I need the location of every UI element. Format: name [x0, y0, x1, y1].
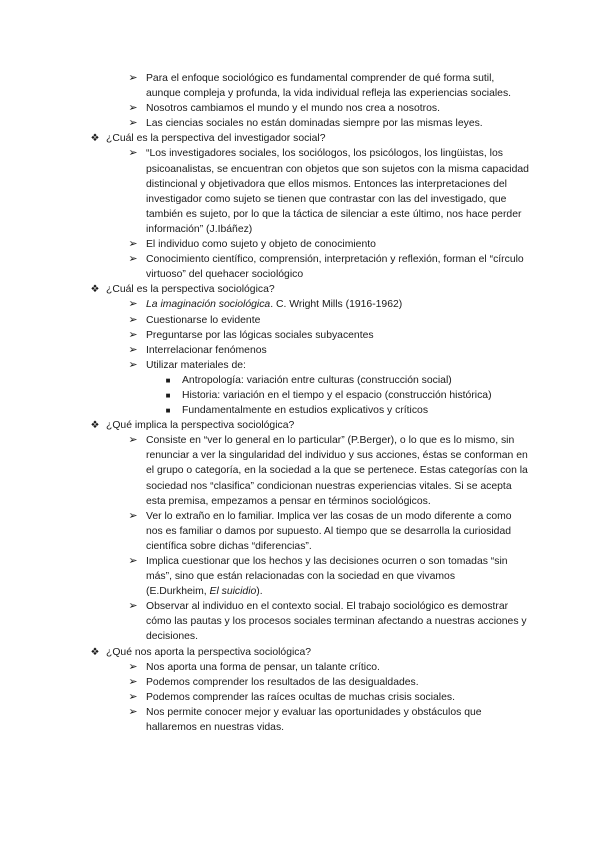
bullet-text: Podemos comprender las raíces ocultas de muchas crisis sociales.	[146, 691, 455, 703]
bullet-text: Interrelacionar fenómenos	[146, 344, 267, 356]
bullet-text: Cuestionarse lo evidente	[146, 314, 261, 326]
diamond-bullet-icon: ❖	[90, 646, 100, 658]
section-heading	[0, 282, 526, 297]
heading-text: ¿Qué nos aporta la perspectiva sociológica?	[106, 646, 312, 658]
arrow-bullet-icon: ➢	[128, 147, 138, 160]
arrow-bullet-icon: ➢	[128, 660, 138, 673]
bullet-text: Las ciencias sociales no están dominadas siempre por las mismas leyes.	[146, 118, 483, 130]
sub-bullet-text: Fundamentalmente en estudios explicativos y críticos	[182, 405, 429, 417]
sub-bullet-text: Historia: variación en el tiempo y el espacio (construcción histórica)	[182, 389, 492, 401]
bullet-text	[146, 297, 531, 312]
arrow-bullet-icon: ➢	[128, 298, 138, 311]
arrow-bullet-icon: ➢	[128, 102, 138, 115]
bullet-text: Nosotros cambiamos el mundo y el mundo nos crea a nosotros.	[146, 103, 440, 115]
citation-prefix: (E.Durkheim,	[146, 586, 210, 598]
arrow-bullet-icon: ➢	[128, 117, 138, 130]
bullet-item	[0, 554, 531, 584]
section-heading	[0, 645, 526, 660]
arrow-bullet-icon: ➢	[128, 358, 138, 371]
sub-bullet-item	[0, 388, 532, 403]
arrow-bullet-icon: ➢	[128, 313, 138, 326]
bullet-item	[0, 71, 531, 101]
bullet-text: Utilizar materiales de:	[146, 359, 246, 371]
bullet-item	[0, 313, 531, 328]
bullet-text: El individuo como sujeto y objeto de conocimiento	[146, 239, 376, 251]
sub-bullet-item	[0, 373, 532, 388]
section-heading	[0, 131, 526, 146]
square-bullet-icon: ■	[165, 390, 171, 400]
heading-text: ¿Cuál es la perspectiva del investigador social?	[106, 133, 326, 145]
heading-text: ¿Qué implica la perspectiva sociológica?	[106, 420, 295, 432]
bullet-text: Nos permite conocer mejor y evaluar las oportunidades y obstáculos que hallaremos en nuestras vidas.	[146, 706, 482, 734]
bullet-text: Observar al individuo en el contexto social. El trabajo sociológico es demostrar cómo las pautas y los procesos sociales terminan afectando a nuestras acciones y decisiones.	[146, 601, 527, 643]
bullet-text: Conocimiento científico, comprensión, interpretación y reflexión, forman el “círculo virtuoso” del quehacer sociológico	[146, 254, 524, 281]
heading-text: ¿Cuál es la perspectiva sociológica?	[106, 284, 275, 296]
bullet-text: Podemos comprender los resultados de las desigualdades.	[146, 676, 419, 688]
bullet-text: Nos aporta una forma de pensar, un talante crítico.	[146, 661, 380, 673]
bullet-item	[0, 660, 531, 675]
bullet-text: Consiste en “ver lo general en lo particular” (P.Berger), o lo que es lo mismo, sin renunciar a ver la singularidad del individuo y sus acciones, éstas se conforman en el grupo o categoría, en la sociedad a la que se pertenece. Estas categorías con la sociedad nos “clasifica” condicionan nuestras experiencias vitales. Si se acepta esta premisa, empezamos a pensar en términos sociológicos.	[146, 435, 528, 507]
sub-bullet-text: Antropología: variación entre culturas (construcción social)	[182, 374, 452, 386]
bullet-item	[0, 237, 531, 252]
diamond-bullet-icon: ❖	[90, 133, 100, 145]
arrow-bullet-icon: ➢	[128, 434, 138, 447]
arrow-bullet-icon: ➢	[128, 675, 138, 688]
arrow-bullet-icon: ➢	[128, 555, 138, 567]
bullet-item	[0, 675, 531, 690]
arrow-bullet-icon: ➢	[128, 600, 138, 613]
arrow-bullet-icon: ➢	[128, 253, 138, 266]
bullet-item	[0, 252, 531, 282]
bullet-item	[0, 146, 531, 237]
arrow-bullet-icon: ➢	[128, 509, 138, 522]
bullet-item	[0, 690, 531, 705]
citation-suffix: ).	[256, 586, 263, 598]
bullet-item	[0, 705, 531, 735]
book-title: La imaginación sociológica	[146, 299, 271, 311]
bullet-text: Ver lo extraño en lo familiar. Implica ver las cosas de un modo diferente a como nos es familiar o damos por supuesto. Al tiempo que se desarrolla la curiosidad científica sobre dichas “diferencias”.	[146, 510, 512, 552]
bullet-text: Preguntarse por las lógicas sociales subyacentes	[146, 329, 374, 341]
arrow-bullet-icon: ➢	[128, 343, 138, 356]
bullet-item	[0, 116, 531, 131]
sub-bullet-item	[0, 403, 532, 418]
arrow-bullet-icon: ➢	[128, 238, 138, 251]
document-content	[0, 71, 600, 735]
arrow-bullet-icon: ➢	[128, 328, 138, 341]
arrow-bullet-icon: ➢	[128, 690, 138, 703]
citation-title: El suicidio	[209, 586, 257, 598]
bullet-item	[0, 328, 531, 343]
citation-line	[0, 584, 531, 599]
arrow-bullet-icon: ➢	[128, 705, 138, 718]
bullet-item	[0, 509, 531, 554]
square-bullet-icon: ■	[165, 406, 171, 416]
diamond-bullet-icon: ❖	[90, 420, 100, 432]
bullet-item	[0, 297, 531, 312]
bullet-item	[0, 358, 531, 373]
bullet-item	[0, 433, 531, 508]
bullet-text: “Los investigadores sociales, los sociólogos, los psicólogos, los lingüistas, los psicoanalistas, se encuentran con objetos que son sujetos con la misma capacidad distincional y objetivadora que ellos mismos. Entonces las interpretaciones del investigador como sujeto se tienen que contrastar con las del investigado, que también es sujeto, por lo que la táctica de silenciar a este último, nos hace perder información” (J.Ibáñez)	[146, 148, 529, 235]
bullet-text: Para el enfoque sociológico es fundamental comprender de qué forma sutil, aunque compleja y profunda, la vida individual refleja las experiencias sociales.	[146, 73, 512, 100]
citation-text	[146, 584, 531, 599]
arrow-bullet-icon: ➢	[128, 72, 138, 84]
section-heading	[0, 418, 526, 433]
book-author: . C. Wright Mills (1916-1962)	[270, 299, 403, 311]
bullet-item	[0, 101, 531, 116]
square-bullet-icon: ■	[165, 375, 171, 385]
bullet-item	[0, 343, 531, 358]
bullet-item	[0, 599, 531, 644]
bullet-text: Implica cuestionar que los hechos y las decisiones ocurren o son tomadas “sin más”, sino que están relacionadas con la sociedad en que vivamos	[146, 556, 508, 583]
diamond-bullet-icon: ❖	[90, 284, 100, 296]
